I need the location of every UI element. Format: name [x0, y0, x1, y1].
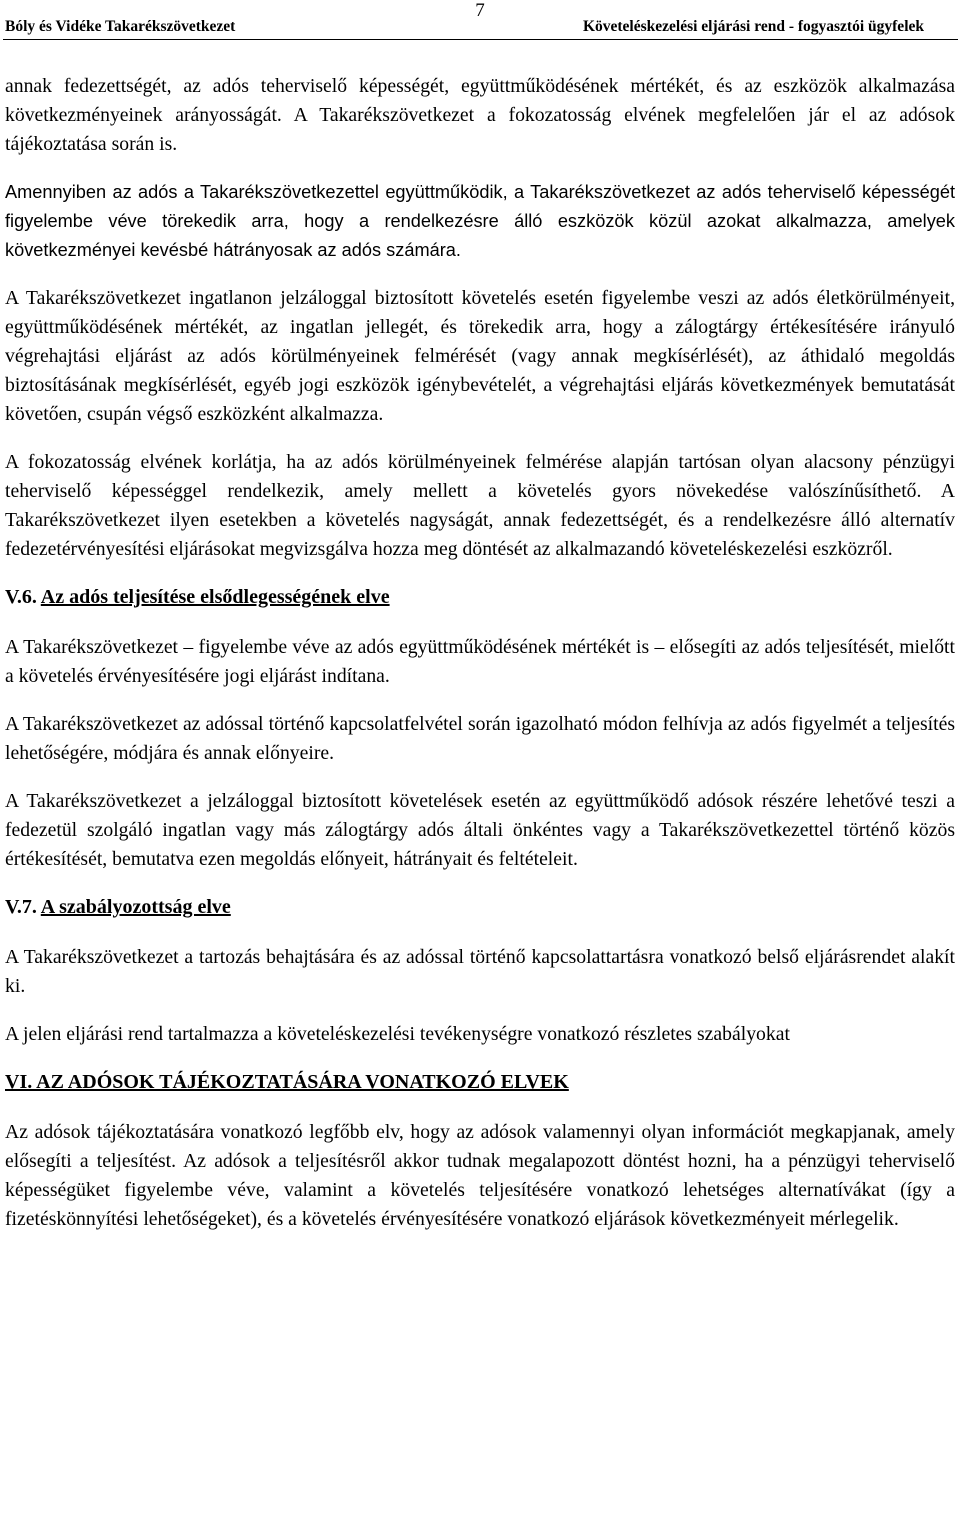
paragraph-6: A Takarékszövetkezet az adóssal történő kapcsolatfelvétel során igazolható módon felhívja az adós figyelmét a teljesítés lehetőségére, módjára és annak előnyeire. [5, 713, 955, 764]
paragraph-3: A Takarékszövetkezet ingatlanon jelzáloggal biztosított követelés esetén figyelembe veszi az adós életkörülményeit, együttműködésének mértékét, az ingatlan jellegét, és törekedik arra, hogy a zálogtárgy értékesítésére irányuló végrehajtási eljárást az adós körülményeinek felmérését (vagy annak megkísérlését), az áthidaló megoldás biztosításának megkísérlését, egyéb jogi eszközök igénybevételét, a végrehajtási eljárás következmények bemutatását követően, csupán végső eszközként alkalmazza. [5, 287, 955, 425]
header-divider [3, 39, 958, 40]
section-number: V.6. [5, 586, 37, 608]
paragraph-8: A Takarékszövetkezet a tartozás behajtására és az adóssal történő kapcsolattartásra vonatkozó belső eljárásrendet alakít ki. [5, 946, 955, 997]
paragraph-5: A Takarékszövetkezet – figyelembe véve az adós együttműködésének mértékét is – elősegíti az adós teljesítését, mielőtt a követelés érvényesítésére jogi eljárást indítana. [5, 636, 955, 687]
header-organization: Bóly és Vidéke Takarékszövetkezet [5, 18, 236, 35]
paragraph-7: A Takarékszövetkezet a jelzáloggal biztosított követelések esetén az együttműködő adósok részére lehetővé teszi a fedezetül szolgáló ingatlan vagy más zálogtárgy adós általi önkéntes vagy a Takarékszövetkezettel történő közös értékesítését, bemutatva ezen megoldás előnyeit, hátrányait és feltételeit. [5, 790, 955, 870]
document-body [5, 72, 955, 1254]
section-number: V.7. [5, 896, 37, 918]
section-title: Az adós teljesítése elsődlegességének elve [40, 586, 390, 608]
paragraph-4: A fokozatosság elvének korlátja, ha az adós körülményeinek felmérése alapján tartósan olyan alacsony pénzügyi teherviselő képességgel rendelkezik, amely mellett a követelés gyors növekedése valószínűsíthető. A Takarékszövetkezet ilyen esetekben a követelés nagyságát, annak fedezettségét, és a rendelkezésre álló alternatív fedezetérvényesítési eljárásokat megvizsgálva hozza meg döntését az alkalmazandó követeléskezelési eszközről. [5, 451, 955, 560]
page-number: 7 [475, 0, 485, 21]
section-title: A szabályozottság elve [40, 896, 231, 918]
section-heading-v7 [5, 893, 955, 922]
header-document-title: Követeléskezelési eljárási rend - fogyasztói ügyfelek [582, 18, 924, 35]
paragraph-10: Az adósok tájékoztatására vonatkozó legfőbb elv, hogy az adósok valamennyi olyan információt megkapjanak, amely elősegíti a teljesítést. Az adósok a teljesítésről akkor tudnak megalapozott döntést hozni, ha a pénzügyi teherviselő képességüket figyelembe véve, valamint a követelés teljesítésére vonatkozó lehetséges alternatívákat (így a fizetéskönnyítési lehetőségeket), és a követelés érvényesítésére vonatkozó eljárások következményeit mérlegelik. [5, 1121, 955, 1230]
chapter-title: VI. AZ ADÓSOK TÁJÉKOZTATÁSÁRA VONATKOZÓ ELVEK [5, 1071, 569, 1093]
paragraph-2: Amennyiben az adós a Takarékszövetkezettel együttműködik, a Takarékszövetkezet az adós teherviselő képességét figyelembe véve törekedik arra, hogy a rendelkezésre álló eszközök közül azokat alkalmazza, amelyek következményei kevésbé hátrányosak az adós számára. [5, 182, 955, 260]
paragraph-9: A jelen eljárási rend tartalmazza a követeléskezelési tevékenységre vonatkozó részletes szabályokat [5, 1023, 790, 1045]
section-heading-v6 [5, 583, 955, 612]
paragraph-1: annak fedezettségét, az adós teherviselő képességét, együttműködésének mértékét, és az eszközök alkalmazása következményeinek arányosságát. A Takarékszövetkezet a fokozatosság elvének megfelelően jár el az adósok tájékoztatása során is. [5, 75, 955, 155]
chapter-heading-vi [5, 1068, 955, 1097]
